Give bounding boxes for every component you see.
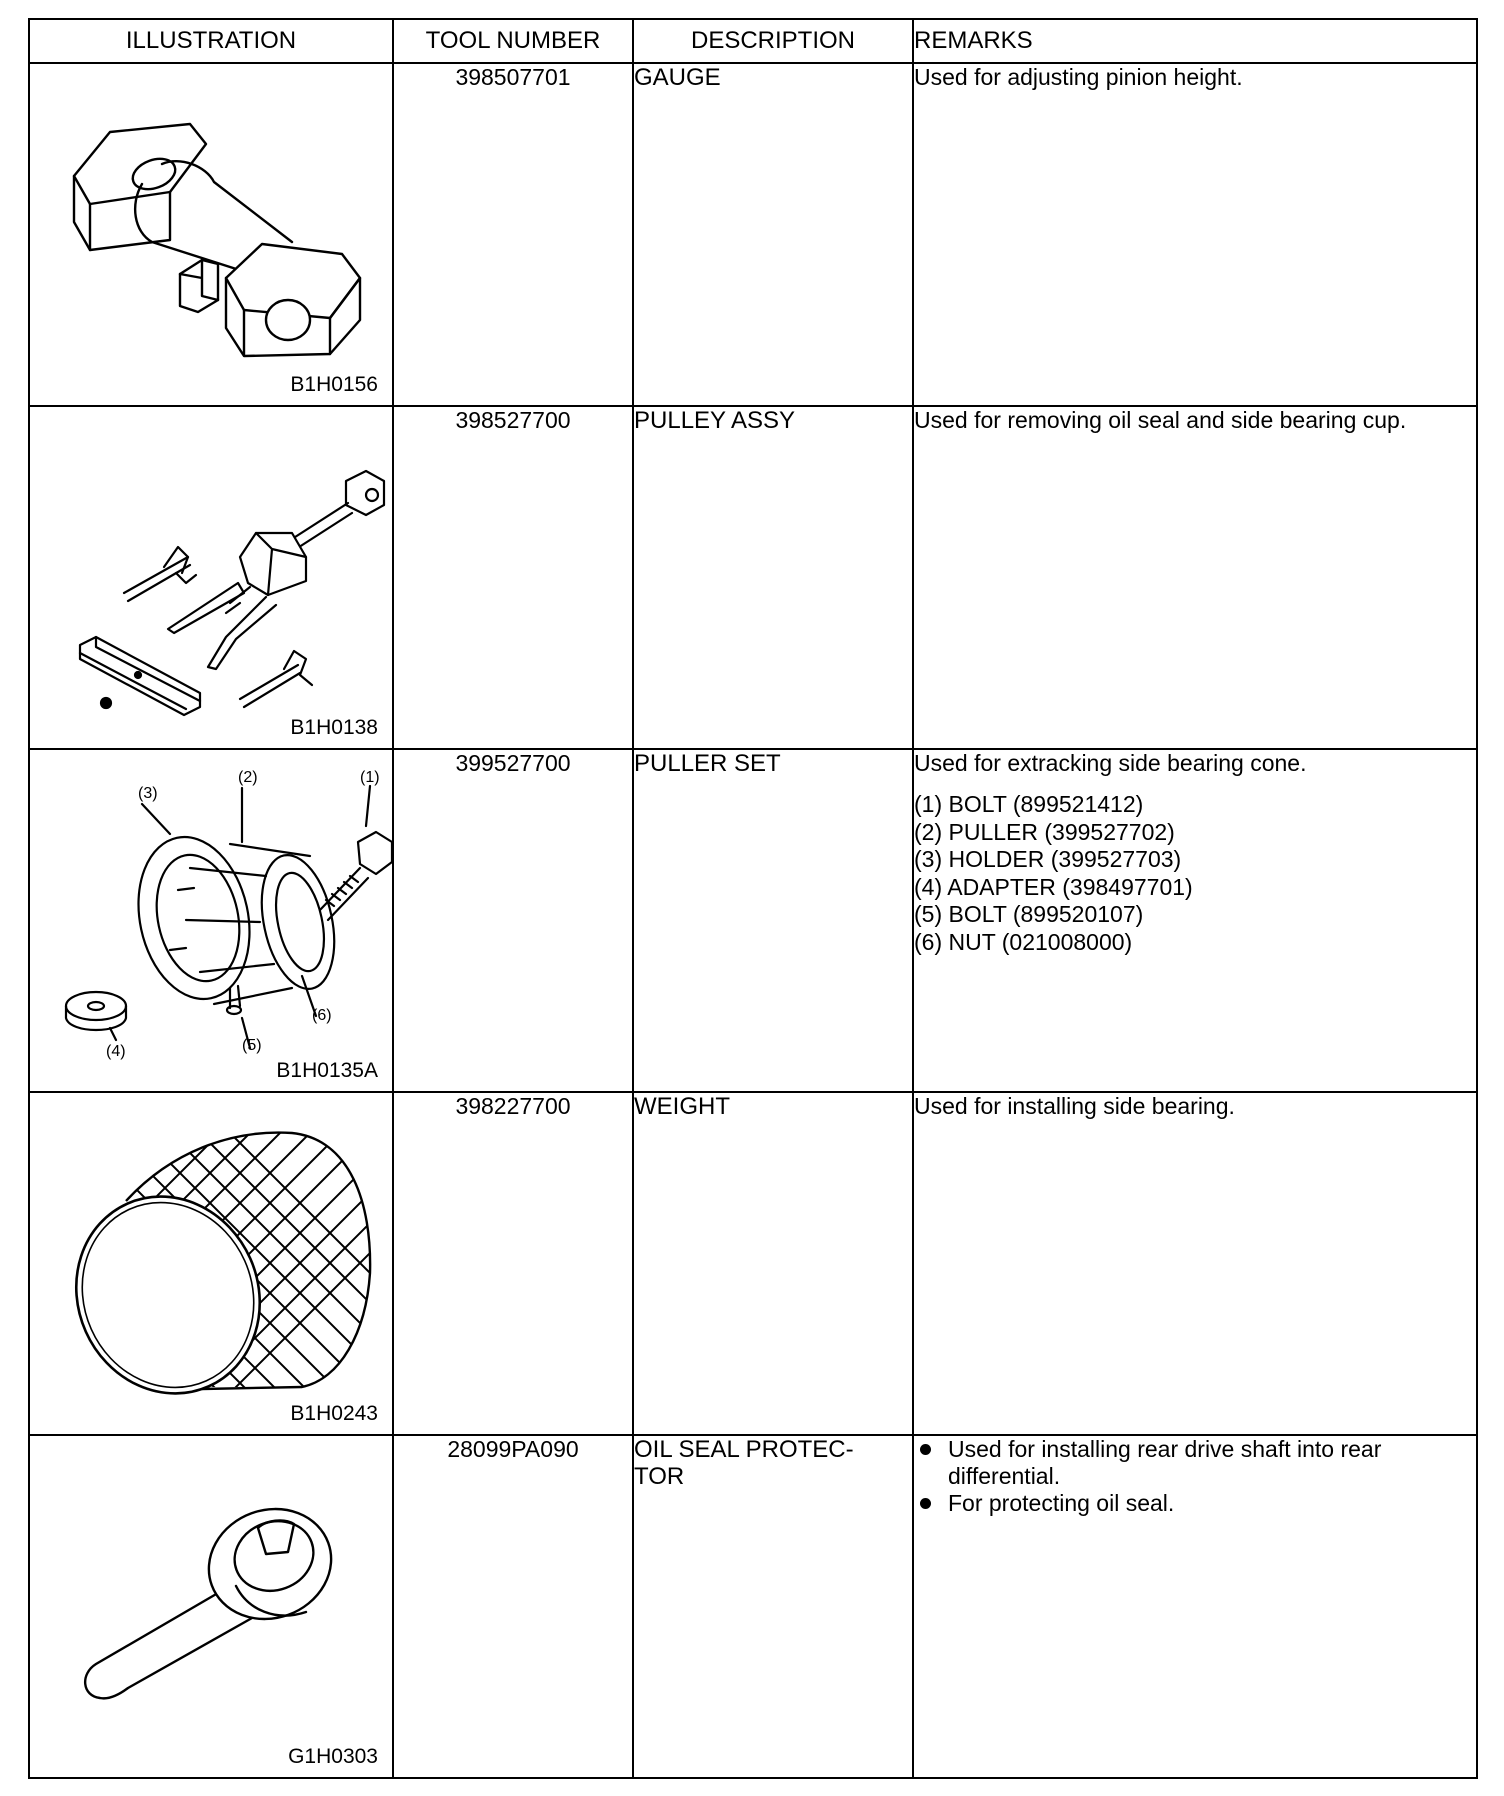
- illustration-code: B1H0138: [290, 716, 378, 739]
- header-illustration: ILLUSTRATION: [29, 19, 393, 63]
- illustration-code: B1H0156: [290, 373, 378, 396]
- illustration-code: B1H0243: [290, 1402, 378, 1425]
- header-remarks: REMARKS: [913, 19, 1477, 63]
- tool-number: 398527700: [393, 406, 633, 749]
- remarks: Used for removing oil seal and side bearing cup.: [913, 406, 1477, 749]
- description: GAUGE: [633, 63, 913, 406]
- part-item: (4) ADAPTER (398497701): [914, 873, 1193, 900]
- tool-number: 28099PA090: [393, 1435, 633, 1778]
- list-item: [914, 1490, 1476, 1517]
- part-item: (1) BOLT (899521412): [914, 791, 1144, 817]
- remarks: Used for extracking side bearing cone.: [914, 750, 1307, 776]
- header-row: [29, 19, 1477, 63]
- description: WEIGHT: [633, 1092, 913, 1435]
- callout-2: (2): [238, 769, 258, 786]
- list-item: [914, 1436, 1476, 1490]
- bullet-text: For protecting oil seal.: [948, 1490, 1175, 1516]
- pulley-assy-illustration: [30, 407, 392, 748]
- gauge-illustration: [30, 64, 392, 405]
- tool-number: 398507701: [393, 63, 633, 406]
- tool-number: 399527700: [393, 749, 633, 1092]
- part-item: (5) BOLT (899520107): [914, 901, 1144, 927]
- callout-5: (5): [242, 1037, 262, 1054]
- illustration-cell: [29, 1435, 393, 1778]
- description: PULLER SET: [633, 749, 913, 1092]
- remarks: Used for installing side bearing.: [913, 1092, 1477, 1435]
- part-item: (6) NUT (021008000): [914, 928, 1133, 955]
- illustration-cell: [29, 63, 393, 406]
- illustration-cell: [29, 1092, 393, 1435]
- illustration-code: G1H0303: [288, 1745, 378, 1768]
- illustration-cell: [29, 749, 393, 1092]
- table-row: [29, 63, 1477, 406]
- special-tools-table: [28, 18, 1478, 1779]
- table-row: [29, 1092, 1477, 1435]
- callout-4: (4): [106, 1043, 126, 1060]
- bullet-icon: [920, 1444, 931, 1455]
- callout-6: (6): [312, 1007, 332, 1024]
- part-item: (3) HOLDER (399527703): [914, 846, 1182, 872]
- illustration-cell: [29, 406, 393, 749]
- weight-illustration: [30, 1093, 392, 1434]
- description: PULLEY ASSY: [633, 406, 913, 749]
- oil-seal-protector-illustration: [30, 1436, 392, 1777]
- remarks-bullets: [914, 1436, 1476, 1517]
- header-description: DESCRIPTION: [633, 19, 913, 63]
- bullet-icon: [920, 1498, 931, 1509]
- callout-1: (1): [360, 769, 380, 786]
- description: [633, 1435, 913, 1778]
- tool-number: 398227700: [393, 1092, 633, 1435]
- table-row: [29, 406, 1477, 749]
- part-item: (2) PULLER (399527702): [914, 818, 1175, 845]
- description-text: OIL SEAL PROTEC- TOR: [634, 1436, 854, 1490]
- illustration-code: B1H0135A: [276, 1059, 378, 1082]
- callout-3: (3): [138, 785, 158, 802]
- table-row: [29, 1435, 1477, 1778]
- header-tool-number: TOOL NUMBER: [393, 19, 633, 63]
- remarks-cell: [913, 749, 1477, 1092]
- remarks: Used for adjusting pinion height.: [913, 63, 1477, 406]
- puller-set-illustration: [30, 750, 392, 1091]
- remarks-cell: [913, 1435, 1477, 1778]
- bullet-text: Used for installing rear drive shaft into rear differential.: [948, 1436, 1382, 1489]
- parts-list: [914, 791, 1476, 956]
- table-row: [29, 749, 1477, 1092]
